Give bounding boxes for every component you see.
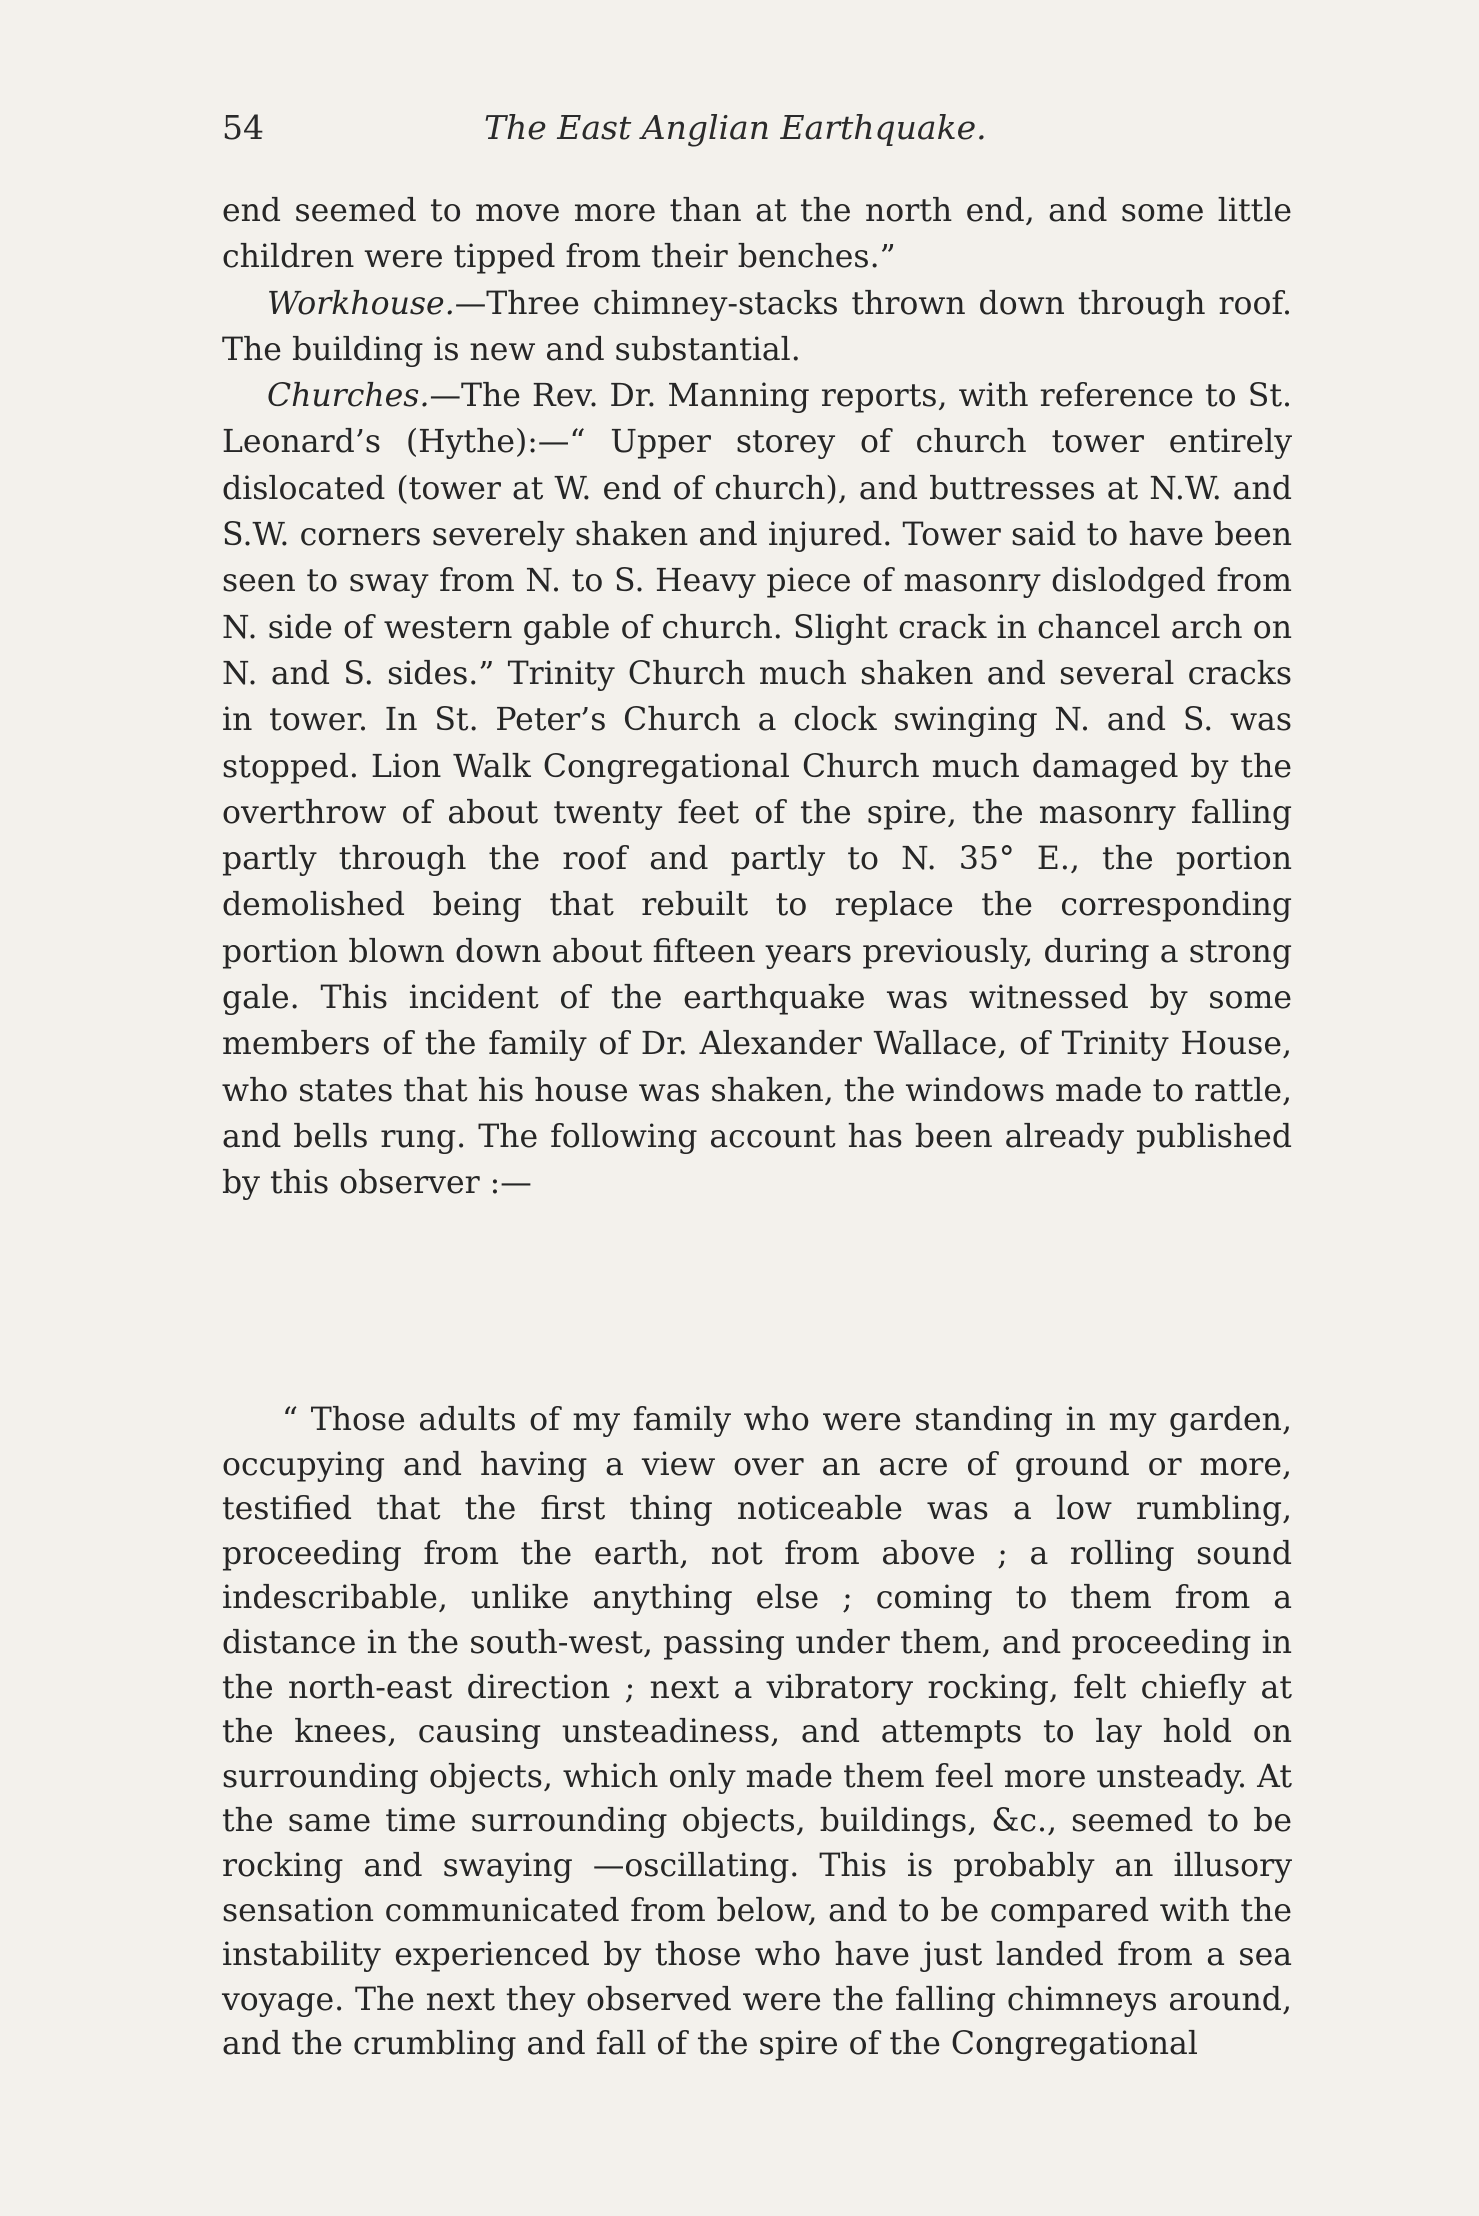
paragraph-workhouse <box>222 281 1292 374</box>
run-in-heading-workhouse: Workhouse. <box>267 285 455 322</box>
page-header <box>222 108 1287 158</box>
block-quote <box>222 1398 1292 2067</box>
quote-paragraph: “ Those adults of my family who were standing in my garden, occupying and having a view over an acre of ground or more, testified that the first thing noticeable was a low rumbling, proceeding from the earth, not from above ; a rolling sound indescribable, unlike anything else ; coming to them from a distance in the south-west, passing under them, and proceeding in the north-east direction ; next a vibratory rocking, felt chiefly at the knees, causing unsteadiness, and attempts to lay hold on surrounding objects, which only made them feel more unsteady. At the same time surrounding objects, buildings, &c., seemed to be rocking and swaying —oscillating. This is probably an illusory sensation communicated from below, and to be compared with the instability experienced by those who have just landed from a sea voyage. The next they observed were the falling chimneys around, and the crumbling and fall of the spire of the Congregational <box>222 1402 1292 2063</box>
body-text <box>222 188 1292 1207</box>
paragraph-churches <box>222 373 1292 1206</box>
paragraph-text: —Three chimney-stacks thrown down through roof. The building is new and substantial. <box>222 285 1292 368</box>
paragraph-text: —The Rev. Dr. Manning reports, with reference to St. Leonard’s (Hythe):—“ Upper storey of church tower entirely dislocated (tower at W. end of church), and buttresses at N.W. and S.W. corners severely shaken and injured. Tower said to have been seen to sway from N. to S. Heavy piece of masonry dislodged from N. side of western gable of church. Slight crack in chancel arch on N. and S. sides.” Trinity Church much shaken and several cracks in tower. In St. Peter’s Church a clock swinging N. and S. was stopped. Lion Walk Congregational Church much damaged by the overthrow of about twenty feet of the spire, the masonry falling partly through the roof and partly to N. 35° E., the portion demolished being that rebuilt to replace the corresponding portion blown down about fifteen years previously, during a strong gale. This incident of the earthquake was witnessed by some members of the family of Dr. Alexander Wallace, of Trinity House, who states that his house was shaken, the windows made to rattle, and bells rung. The following account has been already published by this observer :— <box>222 378 1292 1202</box>
running-title: The East Anglian Earthquake. <box>484 108 987 147</box>
run-in-heading-churches: Churches. <box>267 378 430 415</box>
page-number: 54 <box>222 108 264 147</box>
paragraph-continuation <box>222 188 1292 281</box>
paragraph-text: end seemed to move more than at the north end, and some little children were tipped from their benches.” <box>222 193 1292 276</box>
